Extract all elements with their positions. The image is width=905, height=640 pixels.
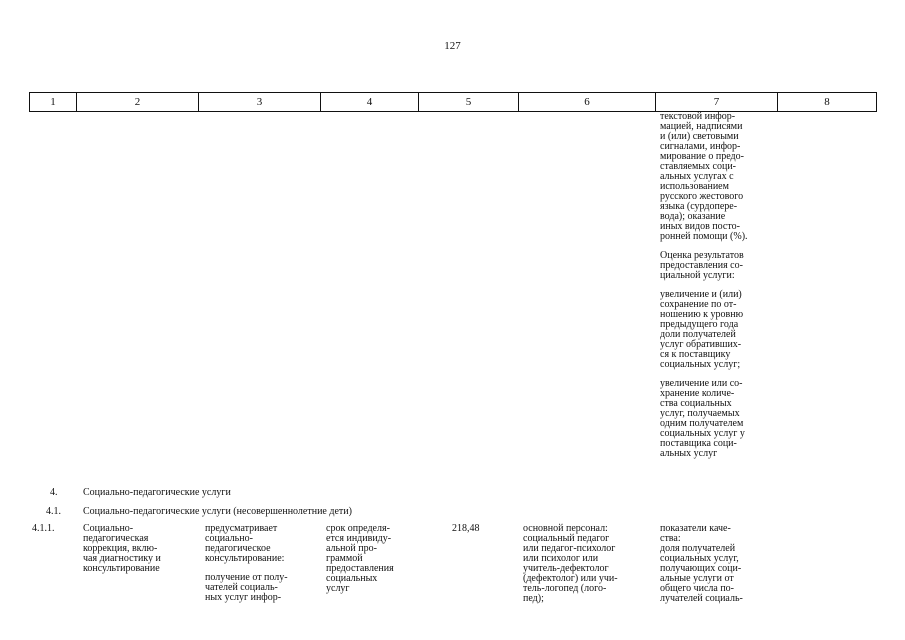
column-number-6: 6	[519, 93, 656, 112]
text-line: социальных услуг у	[660, 428, 745, 439]
text-line: доля получателей	[660, 543, 736, 554]
text-line: основной персонал:	[523, 523, 608, 534]
text-line: ронней помощи (%).	[660, 231, 748, 242]
text-line: ных услуг инфор-	[205, 592, 282, 603]
text-line: сигналами, инфор-	[660, 141, 741, 152]
text-line: альные услуги от	[660, 573, 734, 584]
text-line: мирование о предо-	[660, 151, 744, 162]
text-line: консультирование:	[205, 553, 285, 564]
text-line: тель-логопед (лого-	[523, 583, 607, 594]
text-line: услуг	[326, 583, 350, 594]
text-line: получение от полу-	[205, 572, 288, 583]
subsection-title: Социально-педагогические услуги (несовершеннолетние дети)	[83, 506, 352, 517]
page-number: 127	[444, 40, 461, 52]
column-number-4: 4	[321, 93, 419, 112]
subsection-number: 4.1.	[46, 506, 61, 517]
column-number-7: 7	[656, 93, 778, 112]
text-line: предоставления со-	[660, 260, 743, 271]
text-line: (дефектолог) или учи-	[523, 573, 618, 584]
text-line: языка (сурдопере-	[660, 201, 738, 212]
text-line: сохранение по от-	[660, 299, 737, 310]
text-line: ства социальных	[660, 398, 732, 409]
text-line: учитель-дефектолог	[523, 563, 609, 574]
text-line: консультирование	[83, 563, 160, 574]
text-line: предусматривает	[205, 523, 278, 534]
text-line: социальный педагог	[523, 533, 610, 544]
row-number: 4.1.1.	[32, 523, 55, 534]
text-line: социально-	[205, 533, 253, 544]
text-line: социальных услуг,	[660, 553, 739, 564]
text-line: или педагог-психолог	[523, 543, 616, 554]
text-line: услуг, получаемых	[660, 408, 740, 419]
text-line: ется индивиду-	[326, 533, 392, 544]
section-title: Социально-педагогические услуги	[83, 487, 231, 498]
text-line: ства:	[660, 533, 681, 544]
text-line: услуг обратившиx-	[660, 339, 742, 350]
column-number-8: 8	[778, 93, 877, 112]
text-line: использованием	[660, 181, 729, 192]
text-line: социальных услуг;	[660, 359, 741, 370]
text-line: поставщика соци-	[660, 438, 737, 449]
text-line: лучателей социаль-	[660, 593, 743, 604]
column-number-1: 1	[30, 93, 77, 112]
section-number: 4.	[50, 487, 58, 498]
text-line: альных услугах с	[660, 171, 734, 182]
service-content	[205, 524, 288, 603]
text-line: иных видов посто-	[660, 221, 740, 232]
text-line: хранение количе-	[660, 388, 735, 399]
text-line: ставляемых соци-	[660, 161, 737, 172]
column-number-header	[29, 92, 877, 112]
service-name	[83, 524, 161, 574]
text-line: увеличение и (или)	[660, 289, 742, 300]
text-line: чателей социаль-	[205, 582, 278, 593]
text-line: пед);	[523, 593, 544, 604]
text-line: чая диагностику и	[83, 553, 161, 564]
service-term	[326, 524, 394, 594]
column-number-2: 2	[77, 93, 199, 112]
text-line: ся к поставщику	[660, 349, 731, 360]
text-line: получающих соци-	[660, 563, 742, 574]
text-line: русского жестового	[660, 191, 744, 202]
text-line: педагогическая	[83, 533, 149, 544]
text-line: социальных	[326, 573, 378, 584]
text-line: альных услуг	[660, 448, 718, 459]
text-line: граммой	[326, 553, 363, 564]
column-number-3: 3	[199, 93, 321, 112]
text-line: одним получателем	[660, 418, 744, 429]
column-number-5: 5	[419, 93, 519, 112]
text-line: альной про-	[326, 543, 377, 554]
text-line: или психолог или	[523, 553, 599, 564]
text-line: Оценка результатов	[660, 250, 744, 261]
text-line: коррекция, вклю-	[83, 543, 158, 554]
text-line: текстовой инфор-	[660, 111, 736, 122]
text-line: педагогическое	[205, 543, 271, 554]
text-line: увеличение или со-	[660, 378, 743, 389]
service-tariff: 218,48	[452, 523, 480, 534]
text-line: доли получателей	[660, 329, 736, 340]
text-line: Социально-	[83, 523, 134, 534]
text-line: срок определя-	[326, 523, 390, 534]
text-line: предоставления	[326, 563, 394, 574]
service-staff	[523, 524, 618, 604]
text-line: и (или) световыми	[660, 131, 739, 142]
text-line: вода); оказание	[660, 211, 726, 222]
text-line: мацией, надписями	[660, 121, 743, 132]
text-line: циальной услуги:	[660, 270, 735, 281]
service-quality	[660, 524, 743, 604]
text-line: предыдущего года	[660, 319, 739, 330]
text-line: общего числа по-	[660, 583, 735, 594]
col7-continued-text	[660, 112, 748, 459]
text-line: показатели каче-	[660, 523, 731, 534]
text-line: ношению к уровню	[660, 309, 744, 320]
